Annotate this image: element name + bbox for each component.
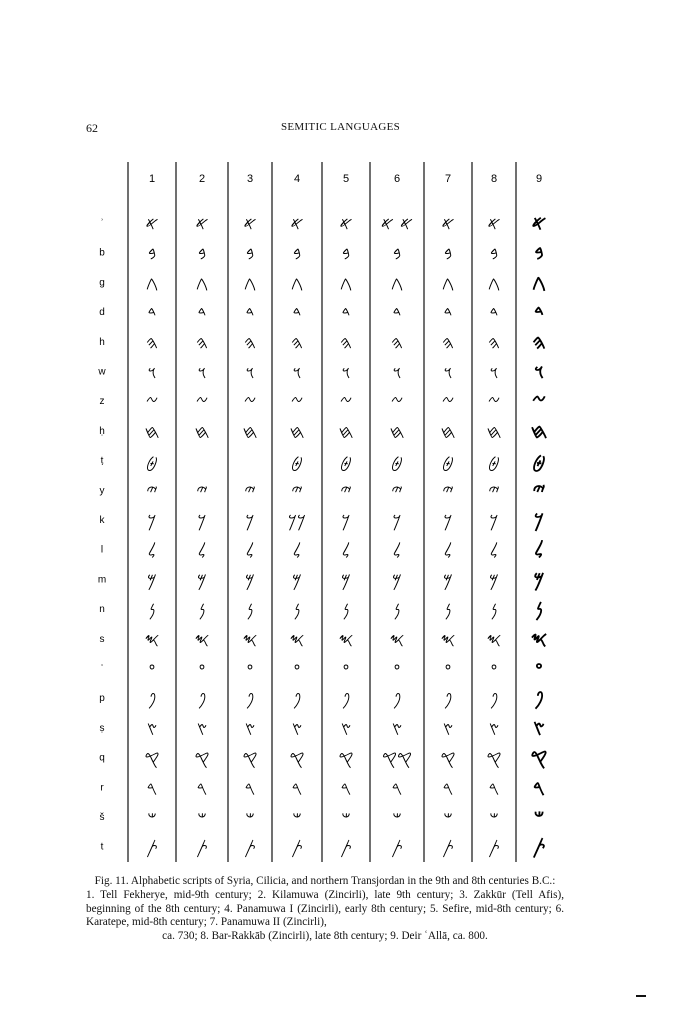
glyph-cell: 𐤒 <box>194 748 210 770</box>
glyph-cell: 𐤋 <box>443 540 453 562</box>
glyph-cell: 𐤃 <box>443 303 453 325</box>
row-label: w <box>98 366 106 378</box>
glyph-cell: 𐤒 <box>289 748 305 770</box>
glyph-cell: 𐤆 <box>339 392 353 414</box>
glyph-cell: 𐤊 <box>197 511 207 532</box>
glyph-cell: 𐤃 <box>489 303 499 325</box>
glyph-cell: 𐤃 <box>392 303 402 325</box>
glyph-cell: 𐤓 <box>196 778 208 800</box>
glyph-cell: 𐤕 <box>291 837 303 859</box>
row-label: q <box>99 752 105 764</box>
glyph-cell: 𐤂 <box>243 273 257 295</box>
glyph-cell: 𐤔 <box>245 808 255 829</box>
glyph-cell: 𐤍 <box>293 600 301 622</box>
row-label: ʾ <box>100 218 104 229</box>
glyph-cell: 𐤄 <box>339 332 353 354</box>
glyph-cell: 𐤌 <box>341 570 351 592</box>
glyph-cell: 𐤀 <box>290 214 304 235</box>
caption-notes-body: 1. Tell Fekherye, mid-9th century; 2. Kilamuwa (Zincirli), late 9th century; 3. Zakkūr (Tell Afis), beginning of the 8th century; 4. Panamuwa I (Zincirli), early 8th century; 5. Sefire, mid-8th century; 6. Karatepe, mid-8th century; 7. Panamuwa II (Zincirli), <box>86 888 564 929</box>
glyph-cell: 𐤉 <box>442 481 454 503</box>
running-head: SEMITIC LANGUAGES <box>280 121 401 133</box>
glyph-cell: 𐤒 <box>486 748 502 770</box>
glyph-cell: 𐤆 <box>390 392 404 414</box>
glyph-cell: 𐤁 <box>147 243 157 265</box>
glyph-cell: 𐤔 <box>489 808 499 829</box>
glyph-cell: 𐤕 <box>488 837 500 859</box>
glyph-cell: 𐤊 <box>489 511 499 532</box>
glyph-cell: 𐤕 <box>340 837 352 859</box>
glyph-cell: 𐤓 <box>340 778 352 800</box>
glyph-cell: 𐤎 <box>338 629 354 651</box>
row-label: h <box>99 336 105 348</box>
column-header-7: 7 <box>444 173 452 185</box>
glyph-cell: 𐤊 <box>341 511 351 532</box>
glyph-cell: 𐤅 <box>245 362 255 384</box>
glyph-cell: 𐤆 <box>290 392 304 414</box>
glyph-cell: 𐤎 <box>389 629 405 651</box>
glyph-cell: 𐤌 <box>292 570 302 592</box>
glyph-cell: 𐤑 <box>291 718 303 740</box>
glyph-cell: 𐤌 <box>443 570 453 592</box>
glyph-cell: 𐤍 <box>198 600 206 622</box>
glyph-cell: 𐤔 <box>443 808 453 829</box>
glyph-cell: 𐤄 <box>532 329 546 354</box>
glyph-cell: 𐤇 <box>440 421 456 443</box>
column-header-2: 2 <box>198 173 206 185</box>
glyph-cell: 𐤕 <box>442 837 454 859</box>
glyph-cell: 𐤔 <box>197 808 207 829</box>
glyph-cell: 𐤊𐤊 <box>288 511 306 532</box>
glyph-cell: 𐤔 <box>341 808 351 829</box>
glyph-cell: 𐤔 <box>292 808 302 829</box>
glyph-cell: 𐤂 <box>532 270 546 295</box>
glyph-cell: 𐤄 <box>243 332 257 354</box>
glyph-cell: 𐤁 <box>534 240 544 265</box>
glyph-cell: 𐤏 <box>342 659 350 681</box>
column-header-row <box>149 173 542 185</box>
glyph-cell: 𐤐 <box>341 689 351 711</box>
row-label: k <box>99 515 105 526</box>
caption-notes <box>86 889 564 944</box>
glyph-cell: 𐤑 <box>391 718 403 740</box>
row-label: m <box>97 574 107 586</box>
glyph-cell: 𐤒 <box>242 748 258 770</box>
glyph-cell: 𐤕 <box>244 837 256 859</box>
glyph-cell: 𐤆 <box>195 392 209 414</box>
column-header-6: 6 <box>393 173 401 185</box>
glyph-cell: 𐤅 <box>443 362 453 384</box>
glyph-cell: 𐤂 <box>145 273 159 295</box>
glyph-cell: 𐤓 <box>488 778 500 800</box>
page-corner-mark <box>636 995 646 997</box>
glyph-cell: 𐤓 <box>533 775 545 800</box>
caption-title: Fig. 11. Alphabetic scripts of Syria, Cilicia, and northern Transjordan in the 9th and 8th centuries B.C.: <box>94 875 556 887</box>
glyph-cell: 𐤃 <box>534 300 544 325</box>
row-label: p <box>99 693 105 705</box>
glyph-cell: 𐤌 <box>489 570 499 592</box>
glyph-cells <box>144 211 547 859</box>
glyph-cell: 𐤅 <box>392 362 402 384</box>
row-label: ṣ <box>99 722 105 734</box>
glyph-cell: 𐤂 <box>390 273 404 295</box>
glyph-cell: 𐤋 <box>197 540 207 562</box>
glyph-cell: 𐤈 <box>391 451 403 473</box>
glyph-cell: 𐤈 <box>488 451 500 473</box>
glyph-cell: 𐤃 <box>341 303 351 325</box>
glyph-cell: 𐤏 <box>490 659 498 681</box>
glyph-cell: 𐤄 <box>290 332 304 354</box>
glyph-cell: 𐤐 <box>245 689 255 711</box>
glyph-cell: 𐤁 <box>292 243 302 265</box>
glyph-cell: 𐤏 <box>393 659 401 681</box>
glyph-cell: 𐤎 <box>242 629 258 651</box>
glyph-cell: 𐤆 <box>145 392 159 414</box>
glyph-cell: 𐤌 <box>197 570 207 592</box>
glyph-cell: 𐤇 <box>338 421 354 443</box>
glyph-cell: 𐤋 <box>392 540 402 562</box>
glyph-cell: 𐤐 <box>534 686 544 711</box>
glyph-cell: 𐤁 <box>197 243 207 265</box>
glyph-cell: 𐤋 <box>534 537 544 562</box>
glyph-cell: 𐤇 <box>486 421 502 443</box>
glyph-cell: 𐤇 <box>389 421 405 443</box>
glyph-cell: 𐤂 <box>290 273 304 295</box>
column-header-5: 5 <box>342 173 350 185</box>
glyph-cell: 𐤀 𐤀 <box>380 214 414 235</box>
figure-caption <box>86 875 564 944</box>
glyph-cell: 𐤃 <box>197 303 207 325</box>
row-label: s <box>99 633 105 645</box>
glyph-cell: 𐤄 <box>145 332 159 354</box>
glyph-cell: 𐤁 <box>341 243 351 265</box>
glyph-cell: 𐤇 <box>530 418 548 443</box>
glyph-cell: 𐤇 <box>289 421 305 443</box>
glyph-cell: 𐤏 <box>293 659 301 681</box>
glyph-cell: 𐤀 <box>195 214 209 235</box>
glyph-cell: 𐤌 <box>533 567 545 592</box>
glyph-cell: 𐤄 <box>487 332 501 354</box>
column-header-8: 8 <box>490 173 498 185</box>
glyph-cell: 𐤎 <box>440 629 456 651</box>
glyph-cell: 𐤉 <box>244 481 256 503</box>
glyph-cell: 𐤀 <box>441 214 455 235</box>
glyph-cell: 𐤍 <box>393 600 401 622</box>
glyph-cell: 𐤊 <box>392 511 402 532</box>
glyph-cell: 𐤋 <box>245 540 255 562</box>
row-label: l <box>100 544 104 556</box>
row-label: n <box>99 604 105 616</box>
glyph-cell: 𐤇 <box>242 421 258 443</box>
column-header-4: 4 <box>293 173 301 185</box>
glyph-cell: 𐤍 <box>444 600 452 622</box>
glyph-cell: 𐤕 <box>391 837 403 859</box>
glyph-cell: 𐤁 <box>245 243 255 265</box>
glyph-cell: 𐤓 <box>291 778 303 800</box>
glyph-cell: 𐤏 <box>198 659 206 681</box>
glyph-cell: 𐤁 <box>392 243 402 265</box>
row-label: g <box>99 277 105 289</box>
glyph-cell: 𐤅 <box>147 362 157 384</box>
glyph-cell: 𐤕 <box>196 837 208 859</box>
glyph-cell: 𐤃 <box>147 303 157 325</box>
glyph-cell: 𐤎 <box>144 629 160 651</box>
glyph-cell: 𐤎 <box>486 629 502 651</box>
row-label: d <box>99 307 105 319</box>
glyph-cell: 𐤁 <box>443 243 453 265</box>
glyph-cell: 𐤍 <box>246 600 254 622</box>
glyph-cell: 𐤕 <box>146 837 158 859</box>
glyph-cell: 𐤓 <box>146 778 158 800</box>
glyph-cell: 𐤄 <box>441 332 455 354</box>
glyph-cell: 𐤉 <box>532 478 546 503</box>
glyph-cell: 𐤌 <box>392 570 402 592</box>
glyph-cell: 𐤉 <box>488 481 500 503</box>
glyph-cell: 𐤉 <box>340 481 352 503</box>
glyph-cell: 𐤒 <box>530 745 548 770</box>
caption-notes-last: ca. 730; 8. Bar-Rakkāb (Zincirli), late 8th century; 9. Deir ʿAllā, ca. 800. <box>162 930 488 943</box>
glyph-cell: 𐤈 <box>340 451 352 473</box>
glyph-cell: 𐤑 <box>442 718 454 740</box>
glyph-cell: 𐤑 <box>488 718 500 740</box>
glyph-cell: 𐤋 <box>341 540 351 562</box>
glyph-cell: 𐤀 <box>145 214 159 235</box>
glyph-cell: 𐤈 <box>442 451 454 473</box>
glyph-cell: 𐤍 <box>490 600 498 622</box>
glyph-cell: 𐤁 <box>489 243 499 265</box>
glyph-cell: 𐤒𐤒 <box>382 748 412 770</box>
column-header-9: 9 <box>535 173 543 185</box>
glyph-cell: 𐤓 <box>244 778 256 800</box>
glyph-cell: 𐤈 <box>532 448 546 473</box>
glyph-cell: 𐤏 <box>148 659 156 681</box>
row-label: y <box>99 485 105 497</box>
glyph-cell: 𐤊 <box>245 511 255 532</box>
glyph-cell: 𐤅 <box>534 359 544 384</box>
glyph-cell: 𐤎 <box>289 629 305 651</box>
glyph-cell: 𐤌 <box>147 570 157 592</box>
row-labels <box>97 217 106 853</box>
glyph-cell: 𐤔 <box>533 805 545 829</box>
row-label: r <box>100 782 104 794</box>
glyph-cell: 𐤈 <box>146 451 158 473</box>
glyph-cell: 𐤎 <box>530 626 548 651</box>
row-label: ʿ <box>100 663 104 675</box>
glyph-cell: 𐤒 <box>440 748 456 770</box>
glyph-cell: 𐤂 <box>441 273 455 295</box>
glyph-cell: 𐤏 <box>246 659 254 681</box>
glyph-cell: 𐤑 <box>196 718 208 740</box>
glyph-cell: 𐤐 <box>292 689 302 711</box>
glyph-cell: 𐤆 <box>441 392 455 414</box>
glyph-cell: 𐤅 <box>292 362 302 384</box>
glyph-cell: 𐤅 <box>489 362 499 384</box>
glyph-cell: 𐤑 <box>340 718 352 740</box>
glyph-cell: 𐤄 <box>195 332 209 354</box>
glyph-cell: 𐤀 <box>243 214 257 235</box>
glyph-cell: 𐤌 <box>245 570 255 592</box>
glyph-cell: 𐤊 <box>534 508 544 532</box>
glyph-cell: 𐤐 <box>443 689 453 711</box>
glyph-cell: 𐤉 <box>196 481 208 503</box>
glyph-cell: 𐤂 <box>339 273 353 295</box>
glyph-cell: 𐤑 <box>146 718 158 740</box>
row-label: š <box>99 812 105 823</box>
glyph-cell: 𐤉 <box>291 481 303 503</box>
glyph-cell: 𐤏 <box>535 656 543 681</box>
glyph-cell: 𐤆 <box>243 392 257 414</box>
glyph-cell: 𐤋 <box>489 540 499 562</box>
glyph-cell: 𐤒 <box>338 748 354 770</box>
glyph-cell: 𐤋 <box>292 540 302 562</box>
glyph-cell: 𐤄 <box>390 332 404 354</box>
glyph-cell: 𐤇 <box>194 421 210 443</box>
row-label: z <box>99 396 105 408</box>
row-label: t <box>100 841 104 853</box>
glyph-cell: 𐤐 <box>147 689 157 711</box>
glyph-cell: 𐤔 <box>392 808 402 829</box>
glyph-cell: 𐤂 <box>487 273 501 295</box>
glyph-cell: 𐤃 <box>245 303 255 325</box>
glyph-cell: 𐤀 <box>531 211 547 235</box>
row-label: ṭ <box>100 455 104 467</box>
glyph-cell: 𐤈 <box>291 451 303 473</box>
glyph-cell: 𐤊 <box>443 511 453 532</box>
column-header-1: 1 <box>148 173 156 185</box>
glyph-cell: 𐤋 <box>147 540 157 562</box>
glyph-cell: 𐤓 <box>391 778 403 800</box>
page-number: 62 <box>86 121 98 135</box>
glyph-cell: 𐤍 <box>535 597 543 622</box>
glyph-cell: 𐤍 <box>148 600 156 622</box>
glyph-cell: 𐤎 <box>194 629 210 651</box>
glyph-cell: 𐤊 <box>147 511 157 532</box>
row-label: b <box>99 247 105 259</box>
glyph-cell: 𐤀 <box>487 214 501 235</box>
row-label: ḥ <box>99 425 105 437</box>
glyph-cell: 𐤑 <box>244 718 256 740</box>
glyph-cell: 𐤃 <box>292 303 302 325</box>
glyph-cell: 𐤅 <box>341 362 351 384</box>
glyph-cell: 𐤅 <box>197 362 207 384</box>
glyph-cell: 𐤔 <box>147 808 157 829</box>
glyph-cell: 𐤐 <box>197 689 207 711</box>
glyph-cell: 𐤉 <box>391 481 403 503</box>
glyph-cell: 𐤕 <box>532 834 546 859</box>
glyph-cell: 𐤇 <box>144 421 160 443</box>
glyph-cell: 𐤂 <box>195 273 209 295</box>
glyph-cell: 𐤍 <box>342 600 350 622</box>
glyph-cell: 𐤉 <box>146 481 158 503</box>
column-lines <box>128 162 516 862</box>
glyph-cell: 𐤓 <box>442 778 454 800</box>
glyph-cell: 𐤏 <box>444 659 452 681</box>
glyph-cell: 𐤒 <box>144 748 160 770</box>
glyph-cell: 𐤐 <box>489 689 499 711</box>
glyph-cell: 𐤐 <box>392 689 402 711</box>
glyph-cell: 𐤆 <box>487 392 501 414</box>
column-header-3: 3 <box>246 173 254 185</box>
glyph-cell: 𐤀 <box>339 214 353 235</box>
glyph-cell: 𐤆 <box>531 389 547 414</box>
glyph-cell: 𐤑 <box>533 715 545 740</box>
